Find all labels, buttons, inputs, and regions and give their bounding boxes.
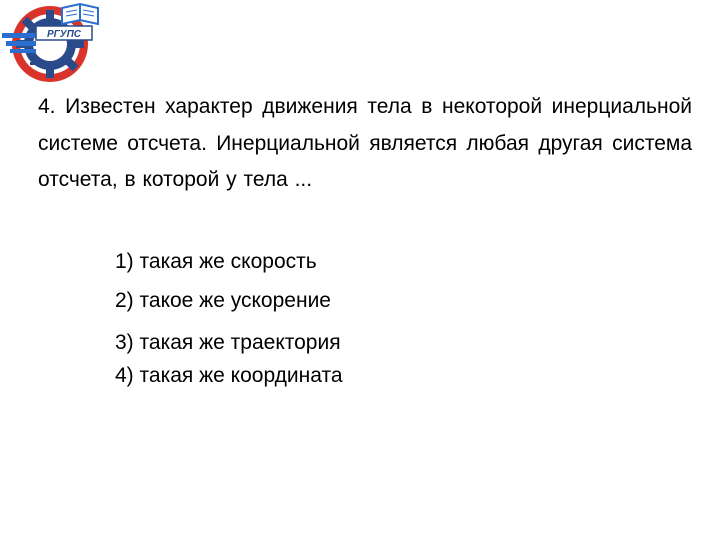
logo-text: РГУПС — [47, 29, 81, 40]
answer-option-3[interactable]: 3) такая же траектория — [115, 331, 341, 354]
university-logo — [0, 0, 110, 90]
question-text: 4. Известен характер движения тела в некоторой инерциальной системе отсчета. Инерциальной является любая другая система отсчета, в которой у тела ... — [38, 95, 692, 191]
answer-option-2[interactable]: 2) такое же ускорение — [115, 289, 331, 312]
answer-option-1[interactable]: 1) такая же скорость — [115, 250, 317, 273]
university-logo-icon — [0, 0, 110, 90]
answer-option-4[interactable]: 4) такая же координата — [115, 364, 343, 387]
